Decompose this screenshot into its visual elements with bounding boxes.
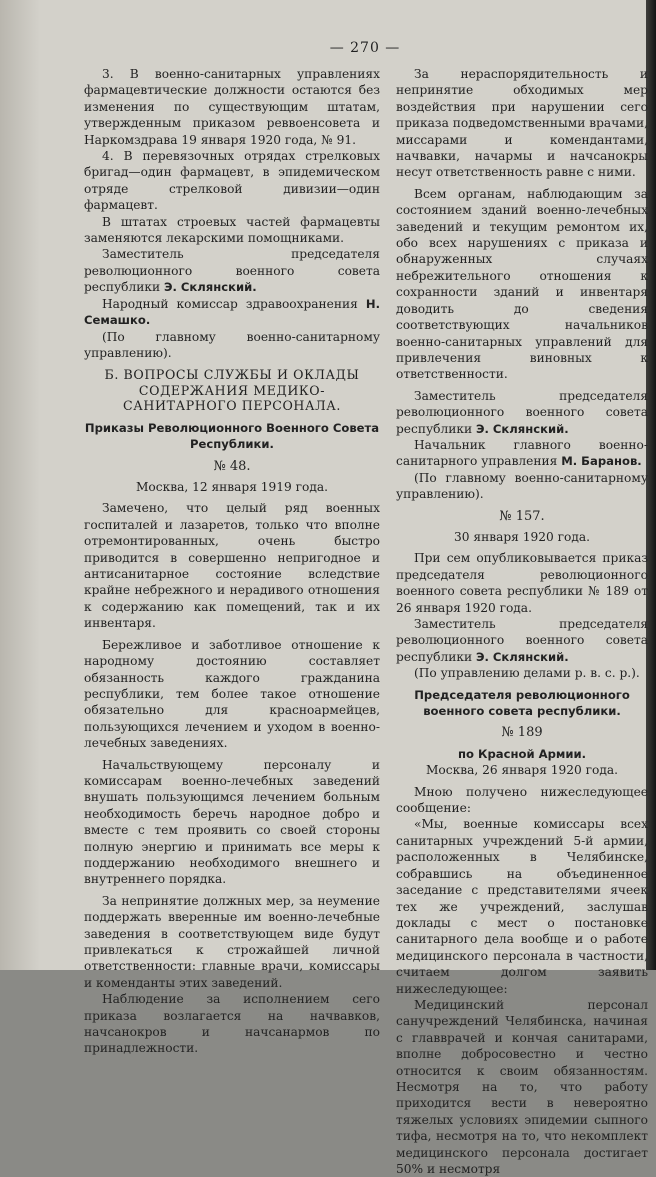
chair-title: Председателя революционного военного совета республики. — [414, 687, 630, 719]
signature-text: Заместитель председателя революционного военного совета республики — [396, 617, 648, 664]
paragraph: «Мы, военные комиссары всех санитарных учреждений 5-й армии, расположенных в Челябинске, собравшись на объединенное заседание с представителями ячеек тех же учреждений, заслушав доклады с мест о постановке санитарного дела вообще и о работе медицинского персонала в частности, считаем долгом заявить нижеследующее: — [396, 817, 648, 996]
paragraph: Мною получено нижеследующее сообщение: — [396, 784, 648, 816]
paragraph: 3. В военно-санитарных управлениях фармацевтические должности остаются без изменения по существующим штатам, утвержденным приказом реввоенсовета и Наркомздрава 19 января 1920 года, № 91. — [84, 67, 380, 147]
paragraph: Замечено, что целый ряд военных госпиталей и лазаретов, только что вполне отремонтированных, очень быстро приводится в совершенно непригодное и антисанитарное состояние вследствие крайне небрежного и нерадивого отношения к содержанию как помещений, так и их инвентаря. — [84, 501, 380, 631]
section-heading: Б. ВОПРОСЫ СЛУЖБЫ И ОКЛАДЫ СОДЕРЖАНИЯ МЕДИКО-САНИТАРНОГО ПЕРСОНАЛА. — [104, 367, 360, 414]
signature-line — [396, 388, 648, 437]
left-column — [84, 66, 380, 1057]
order-subtitle: по Красной Армии. — [457, 746, 587, 761]
signature-name: Э. Склянский. — [475, 649, 569, 664]
signature-name: М. Баранов. — [561, 454, 642, 469]
signature-line — [84, 246, 380, 295]
order-date: Москва, 12 января 1919 года. — [135, 480, 329, 495]
paragraph: 4. В перевязочных отрядах стрелковых бригад—один фармацевт, в эпидемическом отряде стрелковой дивизии—один фармацевт. — [84, 149, 380, 213]
paragraph: Бережливое и заботливое отношение к народному достоянию составляет обязанность каждого гражданина республики, тем более такое отношение обязательно для красноармейцев, пользующихся лечением и уходом в военно-лечебных заведениях. — [84, 637, 380, 751]
orders-title: Приказы Революционного Военного Совета Республики. — [84, 420, 380, 452]
order-date: 30 января 1920 года. — [454, 529, 590, 544]
signature-line — [396, 437, 648, 470]
order-number: № 48. — [213, 458, 251, 474]
signature-name: Э. Склянский. — [163, 280, 257, 295]
paragraph: Всем органам, наблюдающим за состоянием зданий военно-лечебных заведений и текущим ремонтом их, обо всех нарушениях с приказа и обнаруженных случаях небрежительного отношения к сохранности зданий и инвентаря доводить до сведения соответствующих начальников военно-санитарных управлений для привлечения виновных к ответственности. — [396, 186, 648, 382]
page-gutter — [0, 0, 40, 970]
paragraph: За нераспорядительность и непринятие обходимых мер воздействия при нарушении сего приказа подведомственными врачами, миссарами и комендантами, начвавки, начармы и начсанокры несут ответственность равне с ними. — [396, 67, 648, 180]
order-number: № 189 — [501, 725, 543, 741]
paragraph: За непринятие должных мер, за неумение поддержать вверенные им военно-лечебные заведения в соответствующем виде будут привлекаться к строжайшей личной ответственности: главные врачи, комиссары и коменданты этих заведений. — [84, 893, 380, 990]
signature-line — [84, 296, 380, 329]
paragraph: Медицинский персонал санучреждений Челябинска, начиная с главврачей и кончая санитарами, вполне добросовестно и честно относится к своим обязанностям. Несмотря на то, что работу приходится вести в невероятно тяжелых условиях эпидемии сыпного тифа, несмотря на то, что некомплект медицинского персонала достигает 50% и несмотря — [396, 997, 648, 1176]
signature-text: Заместитель председателя революционного военного совета республики — [84, 247, 380, 295]
signature-text: Заместитель председателя революционного военного совета республики — [396, 388, 648, 436]
department-note: (По главному военно-санитарному управлению). — [84, 329, 380, 360]
paragraph: Наблюдение за исполнением сего приказа возлагается на начвавков, начсанокров и начсанармов по принадлежности. — [84, 992, 380, 1056]
order-number: № 157. — [499, 508, 545, 524]
paragraph: В штатах строевых частей фармацевты заменяются лекарскими помощниками. — [84, 214, 380, 246]
signature-name: Э. Склянский. — [475, 421, 569, 436]
department-note: (По главному военно-санитарному управлению). — [396, 470, 648, 502]
department-note: (По управлению делами р. в. с. р.). — [414, 666, 640, 681]
paragraph: Начальствующему персоналу и комиссарам военно-лечебных заведений внушать пользующимся лечением больным необходимость беречь народное добро и вместе с тем проявить со своей стороны полную энергию и принимать все меры к поддержанию необходимого внешнего и внутреннего порядка. — [84, 757, 380, 887]
signature-name: Н. Семашко. — [84, 296, 381, 328]
right-column — [396, 66, 648, 1177]
paragraph: При сем опубликовывается приказ председателя революционного военного совета республики № 189 от 26 января 1920 года. — [396, 551, 648, 615]
signature-text: Начальник главного военно-санитарного управления — [396, 437, 648, 469]
signature-line — [396, 616, 648, 665]
order-date: Москва, 26 января 1920 года. — [425, 763, 619, 778]
page-number: — 270 — — [329, 40, 401, 56]
signature-text: Народный комиссар здравоохранения — [102, 296, 358, 311]
